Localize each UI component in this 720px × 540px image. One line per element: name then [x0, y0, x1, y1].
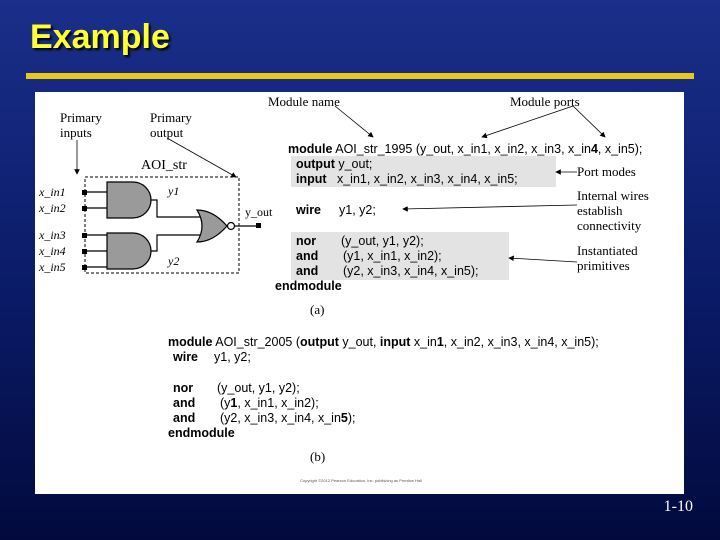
code-a-module-line: module AOI_str_1995 (y_out, x_in1, x_in2, x_in3, x_in4, x_in5); [288, 142, 643, 156]
code-a-and2-line: and (y2, x_in3, x_in4, x_in5); [296, 264, 479, 278]
module-name-label: Module name [268, 94, 340, 109]
code-b-module-line: module AOI_str_2005 (output y_out, input x_in1, x_in2, x_in3, x_in4, x_in5); [168, 335, 599, 349]
code-b-wire-line: wire y1, y2; [173, 350, 251, 364]
nor-gate [197, 210, 227, 242]
slide-title: Example [30, 18, 170, 56]
instantiated-primitives-label: Instantiated primitives [577, 243, 638, 273]
code-a-output-line: output y_out; [296, 157, 373, 171]
and-gate-1 [107, 182, 151, 218]
code-a-nor-line: nor (y_out, y1, y2); [296, 234, 424, 248]
and-gate-2 [107, 233, 151, 269]
code-b-and1-line: and (y1, x_in1, x_in2); [173, 396, 319, 410]
code-a-wire-line: wire y1, y2; [296, 203, 376, 217]
input-label-1: x_in1 [39, 185, 66, 199]
input-label-4: x_in4 [39, 244, 66, 258]
input-label-5: x_in5 [39, 260, 66, 274]
wire-y2-label: y2 [168, 254, 180, 268]
wire-y1-label: y1 [168, 184, 180, 198]
code-a-endmodule: endmodule [275, 279, 342, 293]
code-b-endmodule: endmodule [168, 426, 235, 440]
primary-output-label: Primary output [150, 110, 192, 140]
title-underline [26, 73, 694, 79]
internal-wires-label: Internal wires establish connectivity [577, 188, 649, 233]
code-b-and2-line: and (y2, x_in3, x_in4, x_in5); [173, 411, 356, 425]
input-label-2: x_in2 [39, 201, 66, 215]
caption-a: (a) [310, 302, 325, 317]
code-b-nor-line: nor (y_out, y1, y2); [173, 381, 300, 395]
primary-inputs-label: Primary inputs [60, 110, 102, 140]
input-label-3: x_in3 [39, 228, 66, 242]
module-ports-label: Module ports [510, 94, 580, 109]
page-number: 1-10 [663, 498, 693, 515]
figure-panel [35, 92, 684, 494]
copyright-note: Copyright ©2012 Pearson Education, Inc. publishing as Prentice Hall [300, 478, 422, 483]
block-name-label: AOI_str [141, 158, 187, 173]
caption-b: (b) [310, 449, 326, 464]
code-a-input-line: input x_in1, x_in2, x_in3, x_in4, x_in5; [296, 172, 518, 186]
output-label: y_out [245, 205, 273, 219]
code-a-and1-line: and (y1, x_in1, x_in2); [296, 249, 442, 263]
port-modes-label: Port modes [577, 164, 636, 179]
